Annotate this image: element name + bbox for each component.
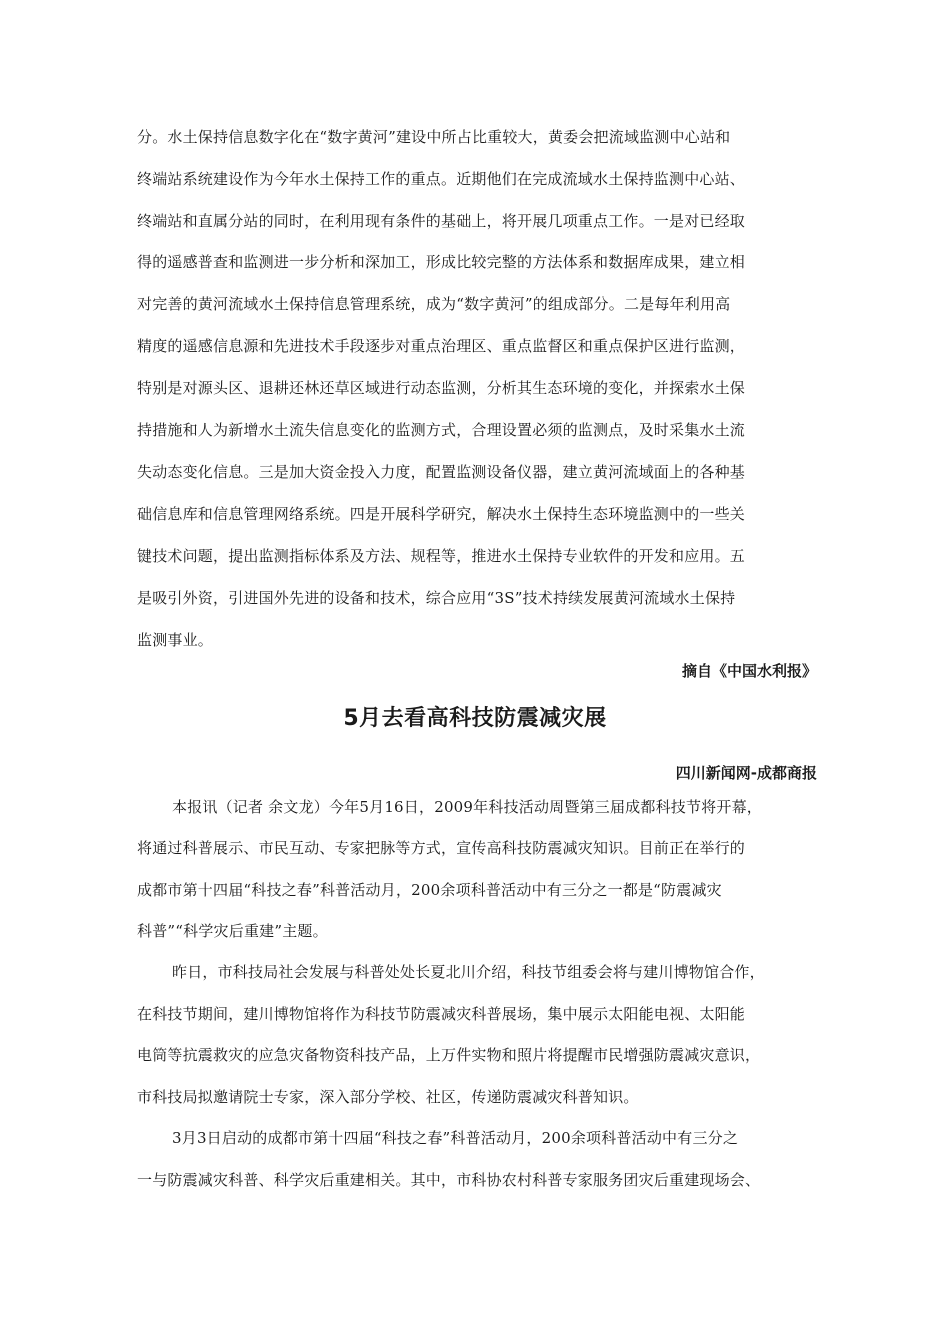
text-line: 得的遥感普查和监测进一步分析和深加工，形成比较完整的方法体系和数据库成果，建立相	[137, 253, 746, 271]
text-line: 3月3日启动的成都市第十四届“科技之春”科普活动月，200余项科普活动中有三分之	[172, 1129, 739, 1147]
text-line: 精度的遥感信息源和先进技术手段逐步对重点治理区、重点监督区和重点保护区进行监测，	[137, 337, 746, 355]
text-line: 键技术问题，提出监测指标体系及方法、规程等，推进水土保持专业软件的开发和应用。五	[137, 547, 746, 565]
text-line: 终端站系统建设作为今年水土保持工作的重点。近期他们在完成流域水土保持监测中心站、	[137, 170, 746, 188]
text-line: 础信息库和信息管理网络系统。四是开展科学研究，解决水土保持生态环境监测中的一些关	[137, 505, 746, 523]
text-line: 昨日，市科技局社会发展与科普处处长夏北川介绍，科技节组委会将与建川博物馆合作，	[172, 963, 765, 981]
text-line: 是吸引外资，引进国外先进的设备和技术，综合应用“3S”技术持续发展黄河流域水土保持	[137, 589, 736, 607]
article-2-title: 5月去看高科技防震减灾展	[343, 706, 607, 731]
text-line: 将通过科普展示、市民互动、专家把脉等方式，宣传高科技防震减灾知识。目前正在举行的	[137, 839, 746, 857]
text-line: 科普”“科学灾后重建”主题。	[137, 922, 328, 940]
text-line: 分。水土保持信息数字化在“数字黄河”建设中所占比重较大，黄委会把流域监测中心站和	[137, 128, 731, 146]
text-line: 对完善的黄河流域水土保持信息管理系统，成为“数字黄河”的组成部分。二是每年利用高	[137, 295, 731, 313]
article-2-source: 四川新闻网-成都商报	[675, 764, 817, 782]
text-line: 监测事业。	[137, 631, 214, 649]
text-line: 电筒等抗震救灾的应急灾备物资科技产品，上万件实物和照片将提醒市民增强防震减灾意识，	[137, 1046, 761, 1064]
text-line: 一与防震减灾科普、科学灾后重建相关。其中，市科协农村科普专家服务团灾后重建现场会、	[137, 1171, 761, 1189]
text-line: 在科技节期间，建川博物馆将作为科技节防震减灾科普展场，集中展示太阳能电视、太阳能	[137, 1005, 746, 1023]
text-line: 成都市第十四届“科技之春”科普活动月，200余项科普活动中有三分之一都是“防震减灾	[137, 881, 722, 899]
text-line: 失动态变化信息。三是加大资金投入力度，配置监测设备仪器，建立黄河流域面上的各种基	[137, 463, 746, 481]
text-line: 终端站和直属分站的同时，在利用现有条件的基础上，将开展几项重点工作。一是对已经取	[137, 212, 746, 230]
article-1-source: 摘自《中国水利报》	[681, 662, 817, 680]
text-line: 本报讯（记者 余文龙）今年5月16日，2009年科技活动周暨第三届成都科技节将开幕，	[172, 798, 762, 816]
text-line: 市科技局拟邀请院士专家，深入部分学校、社区，传递防震减灾科普知识。	[137, 1088, 639, 1106]
text-line: 特别是对源头区、退耕还林还草区域进行动态监测，分析其生态环境的变化，并探索水土保	[137, 379, 746, 397]
text-line: 持措施和人为新增水土流失信息变化的监测方式，合理设置必须的监测点，及时采集水土流	[137, 421, 746, 439]
